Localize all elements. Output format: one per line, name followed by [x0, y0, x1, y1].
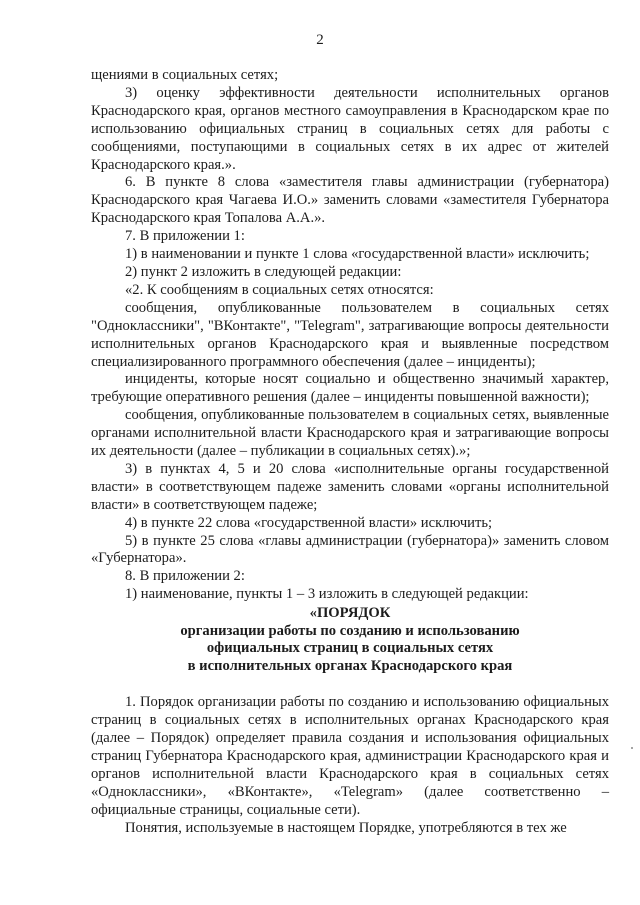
paragraph: 6. В пункте 8 слова «заместителя главы администрации (губернатора) Краснодарского края Чагаева И.О.» заменить словами «заместителя Губернатора Краснодарского края Топалова А.А.». — [91, 174, 609, 227]
paragraph: 5) в пункте 25 слова «главы администрации (губернатора)» заменить словом «Губернатора». — [91, 532, 609, 567]
paragraph: Понятия, используемые в настоящем Порядке, употребляются в тех же — [125, 819, 567, 836]
paragraph: инциденты, которые носят социально и общественно значимый характер, требующие оперативного решения (далее – инциденты повышенной важности); — [91, 371, 609, 406]
paragraph: 4) в пункте 22 слова «государственной власти» исключить; — [125, 514, 493, 531]
title-line: в исполнительных органах Краснодарского края — [187, 657, 513, 674]
paragraph: 1) в наименовании и пункте 1 слова «государственной власти» исключить; — [125, 246, 590, 263]
order-title — [91, 605, 609, 675]
paragraphs-bottom — [91, 694, 609, 837]
paragraph: 1. Порядок организации работы по созданию и использованию официальных страниц в социальных сетях в исполнительных органах Краснодарского края (далее – Порядок) определяет правила создания и использования официальных страниц Губернатора Краснодарского края, администрации Краснодарского края и органов исполнительной власти Краснодарского края в социальных сетях «Одноклассники», «ВКонтакте», «Telegram» (далее соответственно – официальные страницы, социальные сети). — [91, 694, 609, 818]
page-number: 2 — [316, 32, 324, 48]
paragraph: щениями в социальных сетях; — [91, 67, 279, 83]
paragraph: 2) пункт 2 изложить в следующей редакции: — [125, 263, 402, 280]
title-line: официальных страниц в социальных сетях — [206, 640, 494, 657]
title-line: «ПОРЯДОК — [309, 605, 391, 622]
paragraph: «2. К сообщениям в социальных сетях относятся: — [125, 281, 434, 298]
paragraph: 8. В приложении 2: — [125, 568, 245, 585]
paragraph: 3) оценку эффективности деятельности исполнительных органов Краснодарского края, органов местного самоуправления в Краснодарском крае по использованию официальных страниц в социальных сетях для работы с сообщениями, поступающими в социальных сетях в их адрес от жителей Краснодарского края.». — [91, 84, 609, 173]
paragraph: 7. В приложении 1: — [125, 228, 245, 245]
paragraphs-top — [91, 67, 609, 604]
scan-speck — [631, 747, 633, 749]
paragraph: 1) наименование, пункты 1 – 3 изложить в следующей редакции: — [125, 586, 529, 603]
paragraph: 3) в пунктах 4, 5 и 20 слова «исполнительные органы государственной власти» в соответствующем падеже заменить словами «органы исполнительной власти» в соответствующем падеже; — [91, 460, 609, 513]
document-body — [91, 67, 609, 837]
title-line: организации работы по созданию и использованию — [180, 622, 520, 639]
paragraph: сообщения, опубликованные пользователем в социальных сетях, выявленные органами исполнительной власти Краснодарского края и затрагивающие вопросы их деятельности (далее – публикации в социальных сетях).»; — [91, 407, 609, 460]
paragraph: сообщения, опубликованные пользователем в социальных сетях "Одноклассники", "ВКонтакте", "Telegram", затрагивающие вопросы деятельности исполнительных органов Краснодарского края и выявленные посредством специализированного программного обеспечения (далее – инциденты); — [91, 299, 609, 370]
